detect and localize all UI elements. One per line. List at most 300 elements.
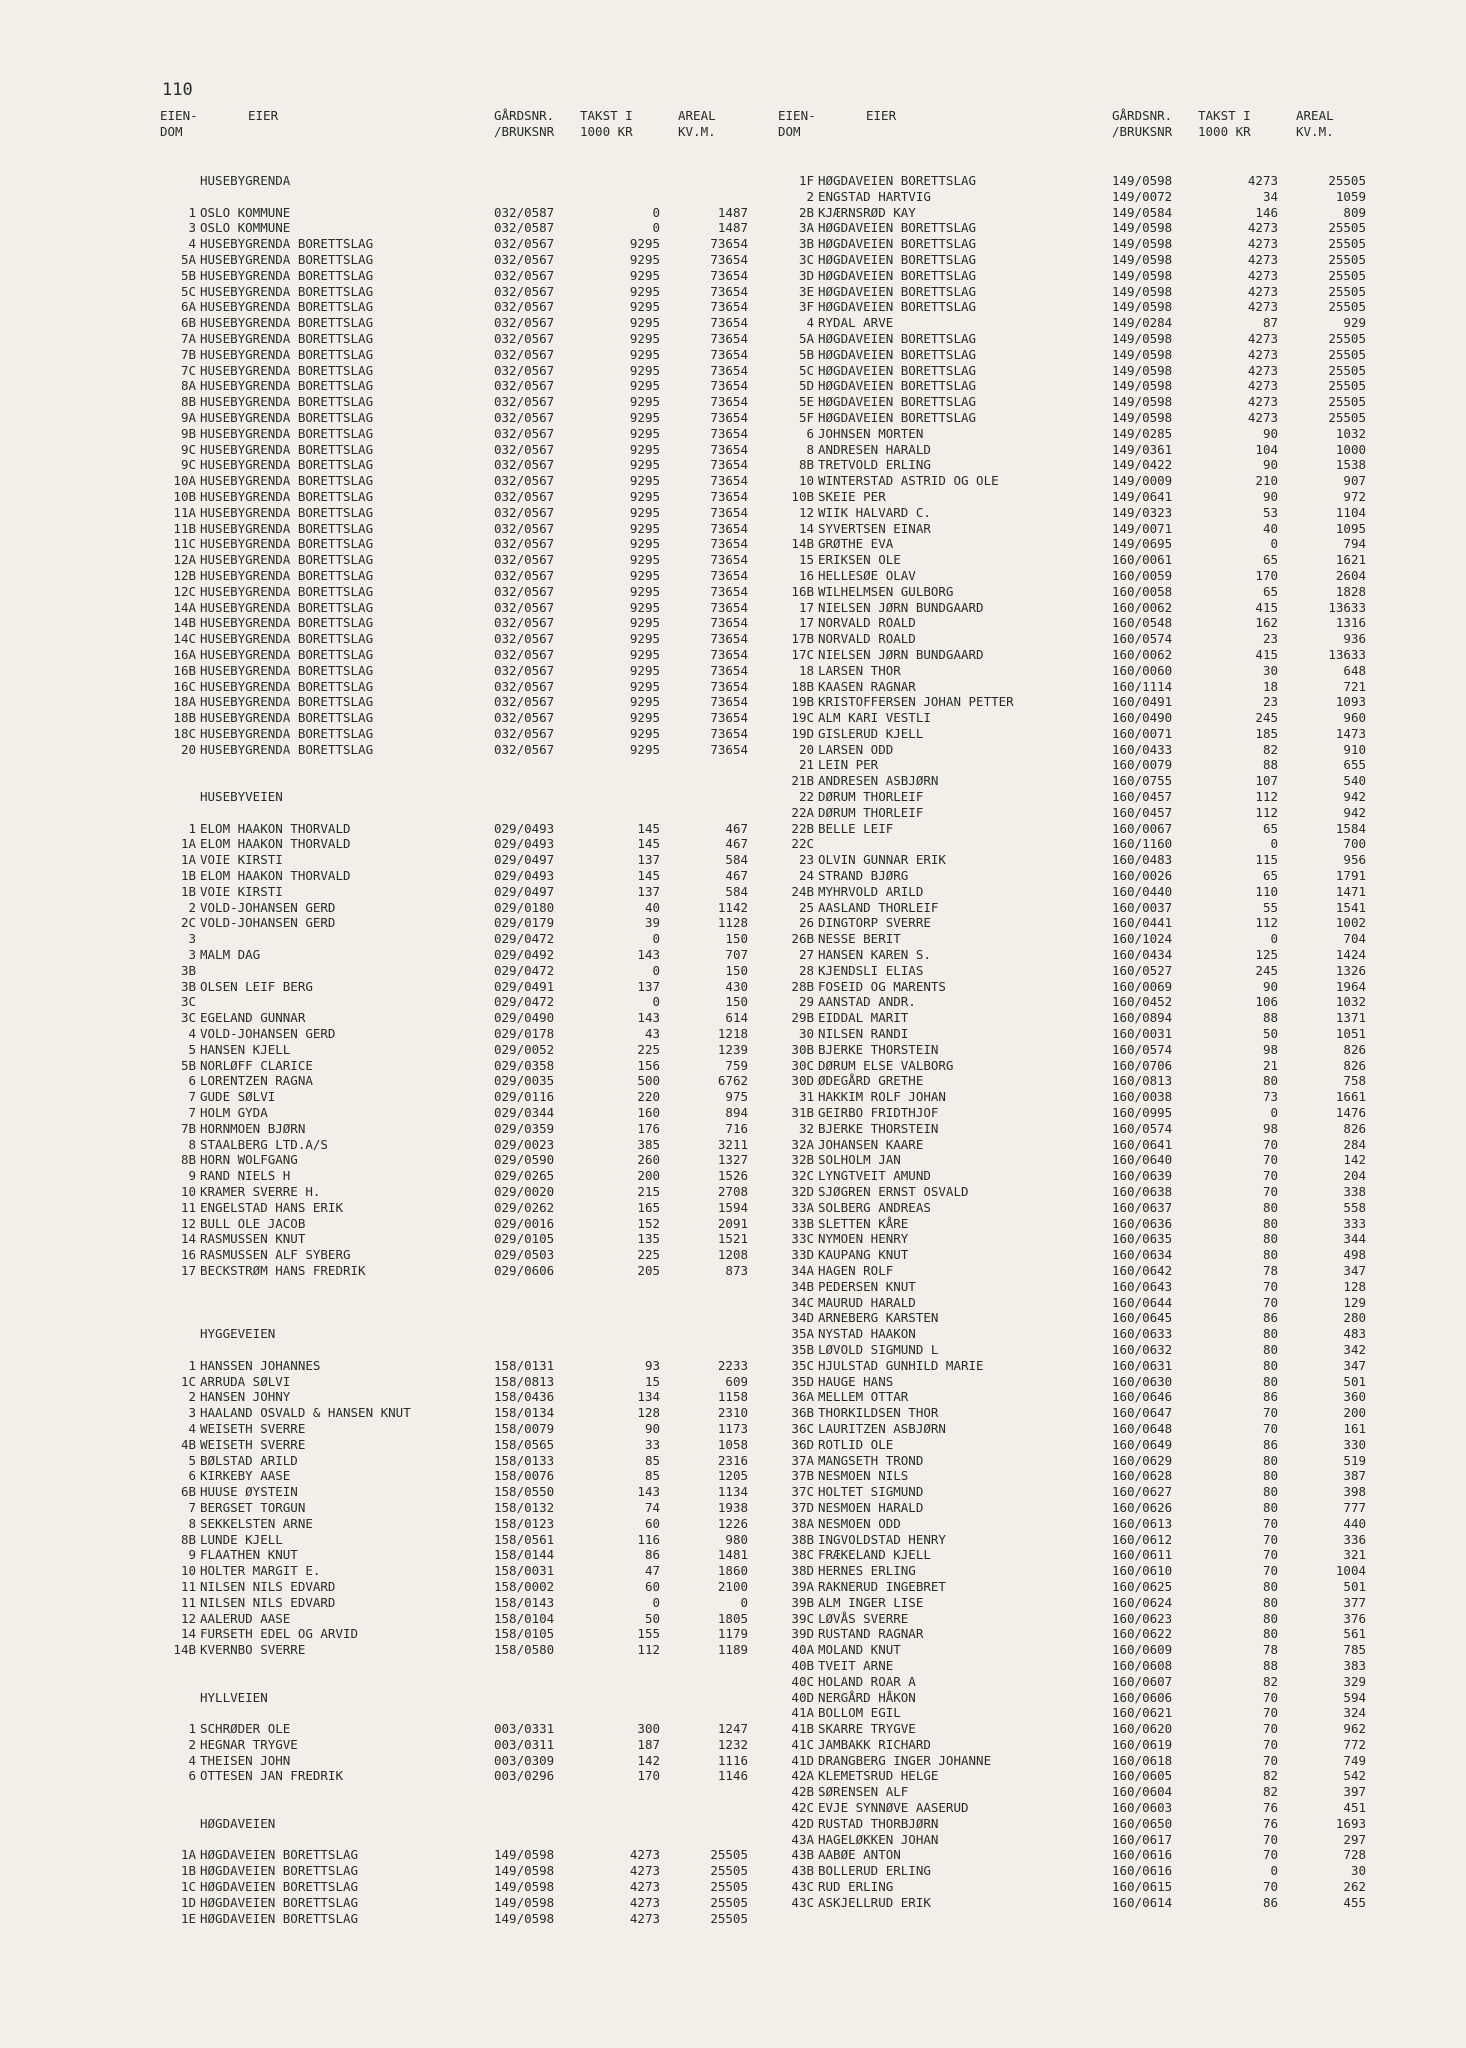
property-number: 3D (798, 267, 814, 283)
property-number: 8B (798, 457, 814, 473)
takst-value: 0 (652, 204, 660, 220)
takst-value: 80 (1262, 1452, 1278, 1468)
gards-bruks-nr: 032/0567 (494, 409, 555, 425)
areal-value: 333 (1343, 1215, 1366, 1231)
gards-bruks-nr: 149/0598 (1112, 220, 1173, 236)
gards-bruks-nr: 032/0587 (494, 204, 555, 220)
right-column (778, 108, 1378, 1911)
property-row (160, 694, 760, 710)
property-number: 5 (188, 1041, 196, 1057)
property-row (778, 1105, 1378, 1121)
property-row (160, 931, 760, 947)
owner-name: HØGDAVEIEN BORETTSLAG (818, 330, 977, 346)
takst-value: 80 (1262, 1326, 1278, 1342)
property-row (778, 1658, 1378, 1674)
takst-value: 70 (1262, 1705, 1278, 1721)
areal-value: 467 (725, 836, 748, 852)
areal-value: 25505 (710, 1894, 748, 1910)
gards-bruks-nr: 029/0035 (494, 1073, 555, 1089)
takst-value: 4273 (629, 1910, 660, 1926)
gards-bruks-nr: 158/0561 (494, 1531, 555, 1547)
property-number: 34A (791, 1262, 814, 1278)
property-number: 1F (798, 173, 814, 188)
gards-bruks-nr: 160/0649 (1112, 1436, 1173, 1452)
property-row (778, 1042, 1378, 1058)
gards-bruks-nr: 032/0567 (494, 552, 555, 568)
property-row (778, 489, 1378, 505)
property-number: 4 (806, 315, 814, 331)
owner-name: HUSEBYGRENDA BORETTSLAG (200, 362, 374, 378)
gards-bruks-nr: 158/0002 (494, 1578, 555, 1594)
property-number: 6 (188, 1468, 196, 1484)
property-row (778, 1437, 1378, 1453)
takst-value: 4273 (1247, 394, 1278, 410)
areal-value: 1693 (1335, 1815, 1366, 1831)
property-row (778, 994, 1378, 1010)
owner-name: HANSEN KAREN S. (818, 947, 931, 963)
owner-name: AANSTAD ANDR. (818, 994, 916, 1010)
owner-name: SJØGREN ERNST OSVALD (818, 1184, 969, 1199)
areal-value: 397 (1343, 1784, 1366, 1800)
owner-name: RAKNERUD INGEBRET (818, 1578, 946, 1594)
areal-value: 498 (1343, 1247, 1366, 1263)
property-row (160, 426, 760, 442)
header-eier: EIER (866, 108, 897, 123)
takst-value: 90 (1262, 425, 1278, 441)
takst-value: 9295 (629, 694, 660, 710)
takst-value: 40 (1262, 520, 1278, 536)
takst-value: 86 (1262, 1894, 1278, 1910)
property-number: 36B (791, 1405, 814, 1421)
areal-value: 1059 (1335, 188, 1366, 204)
owner-name: HUSEBYGRENDA BORETTSLAG (200, 662, 374, 678)
gards-bruks-nr: 029/0490 (494, 1010, 555, 1026)
property-row (778, 521, 1378, 537)
gards-bruks-nr: 149/0598 (494, 1863, 555, 1879)
section-title: HYLLVEIEN (200, 1689, 268, 1705)
property-row (778, 1847, 1378, 1863)
property-row (160, 836, 760, 852)
blank-row (160, 805, 760, 821)
owner-name: MYHRVOLD ARILD (818, 883, 924, 899)
property-row (778, 189, 1378, 205)
areal-value: 2310 (717, 1405, 748, 1421)
owner-name: HORNMOEN BJØRN (200, 1120, 306, 1136)
property-number: 5F (798, 409, 814, 425)
owner-name: HAALAND OSVALD & HANSEN KNUT (200, 1405, 411, 1421)
takst-value: 0 (652, 931, 660, 947)
areal-value: 1208 (717, 1247, 748, 1263)
areal-value: 2100 (717, 1578, 748, 1594)
owner-name: NESMOEN HARALD (818, 1499, 924, 1515)
owner-name: ARNEBERG KARSTEN (818, 1310, 939, 1326)
property-row (160, 647, 760, 663)
property-row (778, 1326, 1378, 1342)
property-row (778, 821, 1378, 837)
areal-value: 150 (725, 931, 748, 947)
header-areal: AREAL KV.M. (1296, 108, 1334, 139)
owner-name: SØRENSEN ALF (818, 1784, 909, 1800)
takst-value: 0 (1270, 931, 1278, 947)
areal-value: 980 (725, 1531, 748, 1547)
property-row (160, 900, 760, 916)
property-row (160, 1374, 760, 1390)
section-heading (160, 173, 760, 189)
gards-bruks-nr: 003/0309 (494, 1752, 555, 1768)
areal-value: 1179 (717, 1626, 748, 1642)
areal-value: 1621 (1335, 552, 1366, 568)
areal-value: 347 (1343, 1262, 1366, 1278)
areal-value: 150 (725, 994, 748, 1010)
property-row (160, 347, 760, 363)
takst-value: 9295 (629, 488, 660, 504)
areal-value: 73654 (710, 552, 748, 568)
gards-bruks-nr: 149/0598 (1112, 409, 1173, 425)
property-number: 15 (798, 552, 814, 568)
property-row (778, 773, 1378, 789)
property-row (160, 363, 760, 379)
property-row (160, 1152, 760, 1168)
property-row (160, 1768, 760, 1784)
property-number: 28B (791, 978, 814, 994)
property-row (160, 1895, 760, 1911)
areal-value: 1189 (717, 1642, 748, 1658)
gards-bruks-nr: 149/0598 (1112, 330, 1173, 346)
property-number: 41D (791, 1752, 814, 1768)
property-row (160, 726, 760, 742)
property-number: 22B (791, 820, 814, 836)
owner-name: RUSTAND RAGNAR (818, 1626, 924, 1642)
gards-bruks-nr: 160/0433 (1112, 741, 1173, 757)
owner-name: SCHRØDER OLE (200, 1721, 291, 1737)
takst-value: 80 (1262, 1215, 1278, 1231)
owner-name: FOSEID OG MARENTS (818, 978, 946, 994)
owner-name: MOLAND KNUT (818, 1642, 901, 1658)
takst-value: 80 (1262, 1373, 1278, 1389)
owner-name: VOIE KIRSTI (200, 852, 283, 868)
areal-value: 942 (1343, 789, 1366, 805)
property-row (160, 568, 760, 584)
property-row (778, 1152, 1378, 1168)
owner-name: HØGDAVEIEN BORETTSLAG (818, 283, 977, 299)
owner-name: SOLHOLM JAN (818, 1152, 901, 1168)
takst-value: 152 (637, 1215, 660, 1231)
areal-value: 542 (1343, 1768, 1366, 1784)
areal-value: 25505 (710, 1910, 748, 1926)
gards-bruks-nr: 149/0598 (1112, 236, 1173, 252)
property-number: 20 (180, 741, 196, 757)
owner-name: ARRUDA SØLVI (200, 1373, 291, 1389)
areal-value: 342 (1343, 1341, 1366, 1357)
takst-value: 9295 (629, 267, 660, 283)
areal-value: 1226 (717, 1515, 748, 1531)
gards-bruks-nr: 032/0567 (494, 236, 555, 252)
takst-value: 165 (637, 1199, 660, 1215)
takst-value: 135 (637, 1231, 660, 1247)
property-row (778, 1816, 1378, 1832)
owner-name: HUSEBYGRENDA BORETTSLAG (200, 615, 374, 631)
property-number: 10B (173, 488, 196, 504)
property-row (778, 868, 1378, 884)
property-number: 31 (798, 1089, 814, 1105)
gards-bruks-nr: 160/0605 (1112, 1768, 1173, 1784)
property-row (778, 1216, 1378, 1232)
gards-bruks-nr: 032/0567 (494, 631, 555, 647)
property-row (160, 1468, 760, 1484)
gards-bruks-nr: 160/0625 (1112, 1578, 1173, 1594)
blank-row (160, 1342, 760, 1358)
owner-name: NESMOEN NILS (818, 1468, 909, 1484)
property-number: 3C (180, 1010, 196, 1026)
gards-bruks-nr: 160/0640 (1112, 1152, 1173, 1168)
gards-bruks-nr: 158/0079 (494, 1420, 555, 1436)
areal-value: 73654 (710, 441, 748, 457)
areal-value: 30 (1350, 1863, 1366, 1879)
header-areal: AREAL KV.M. (678, 108, 716, 139)
property-row (778, 410, 1378, 426)
areal-value: 73654 (710, 678, 748, 694)
gards-bruks-nr: 149/0598 (1112, 173, 1173, 188)
property-number: 26B (791, 931, 814, 947)
property-number: 1A (180, 852, 196, 868)
areal-value: 907 (1343, 473, 1366, 489)
takst-value: 112 (1255, 789, 1278, 805)
property-row (160, 473, 760, 489)
areal-value: 336 (1343, 1531, 1366, 1547)
property-row (778, 647, 1378, 663)
areal-value: 73654 (710, 488, 748, 504)
gards-bruks-nr: 160/0995 (1112, 1105, 1173, 1121)
header-eiendom: EIEN- DOM (778, 108, 816, 139)
takst-value: 40 (644, 899, 660, 915)
areal-value: 1327 (717, 1152, 748, 1168)
property-number: 1C (180, 1373, 196, 1389)
property-row (160, 1105, 760, 1121)
owner-name: KJÆRNSRØD KAY (818, 204, 916, 220)
takst-value: 70 (1262, 1831, 1278, 1847)
owner-name: HOLM GYDA (200, 1105, 268, 1121)
gards-bruks-nr: 032/0567 (494, 725, 555, 741)
header-gardsnr: GÅRDSNR. /BRUKSNR (494, 108, 555, 139)
gards-bruks-nr: 149/0361 (1112, 441, 1173, 457)
gards-bruks-nr: 160/0061 (1112, 552, 1173, 568)
areal-value: 1142 (717, 899, 748, 915)
property-number: 33C (791, 1231, 814, 1247)
property-row (778, 742, 1378, 758)
gards-bruks-nr: 029/0178 (494, 1026, 555, 1042)
takst-value: 70 (1262, 1547, 1278, 1563)
takst-value: 9295 (629, 236, 660, 252)
owner-name: HUSEBYGRENDA BORETTSLAG (200, 567, 374, 583)
owner-name: LØVOLD SIGMUND L (818, 1341, 939, 1357)
property-row (778, 1626, 1378, 1642)
property-row (778, 1374, 1378, 1390)
takst-value: 156 (637, 1057, 660, 1073)
property-number: 5A (798, 330, 814, 346)
takst-value: 90 (1262, 488, 1278, 504)
property-row (778, 1168, 1378, 1184)
owner-name: JOHNSEN MORTEN (818, 425, 924, 441)
property-number: 21 (798, 757, 814, 773)
property-row (160, 442, 760, 458)
takst-value: 80 (1262, 1610, 1278, 1626)
owner-name: EVJE SYNNØVE AASERUD (818, 1800, 969, 1816)
property-row (160, 710, 760, 726)
areal-value: 150 (725, 962, 748, 978)
owner-name: HUSEBYGRENDA BORETTSLAG (200, 583, 374, 599)
takst-value: 18 (1262, 678, 1278, 694)
property-number: 40B (791, 1657, 814, 1673)
property-row (160, 947, 760, 963)
takst-value: 80 (1262, 1247, 1278, 1263)
property-number: 11 (180, 1578, 196, 1594)
gards-bruks-nr: 160/0623 (1112, 1610, 1173, 1626)
property-number: 7A (180, 330, 196, 346)
areal-value: 1116 (717, 1752, 748, 1768)
takst-value: 82 (1262, 741, 1278, 757)
property-number: 16B (173, 662, 196, 678)
property-row (778, 457, 1378, 473)
property-number: 6 (188, 1768, 196, 1784)
section-title: HØGDAVEIEN (200, 1815, 276, 1831)
areal-value: 73654 (710, 315, 748, 331)
property-row (778, 473, 1378, 489)
areal-value: 73654 (710, 520, 748, 536)
gards-bruks-nr: 032/0567 (494, 710, 555, 726)
takst-value: 85 (644, 1468, 660, 1484)
takst-value: 70 (1262, 1531, 1278, 1547)
owner-name: GUDE SØLVI (200, 1089, 276, 1105)
gards-bruks-nr: 032/0567 (494, 251, 555, 267)
areal-value: 377 (1343, 1594, 1366, 1610)
areal-value: 1371 (1335, 1010, 1366, 1026)
areal-value: 73654 (710, 741, 748, 757)
gards-bruks-nr: 029/0493 (494, 836, 555, 852)
property-row (160, 457, 760, 473)
gards-bruks-nr: 149/0584 (1112, 204, 1173, 220)
gards-bruks-nr: 158/0580 (494, 1642, 555, 1658)
property-number: 39D (791, 1626, 814, 1642)
property-number: 32 (798, 1120, 814, 1136)
property-number: 10 (180, 1563, 196, 1579)
gards-bruks-nr: 149/0598 (1112, 362, 1173, 378)
section-heading (160, 1690, 760, 1706)
property-number: 3E (798, 283, 814, 299)
owner-name: BOLLERUD ERLING (818, 1863, 931, 1879)
areal-value: 873 (725, 1262, 748, 1278)
blank-row (160, 1832, 760, 1848)
areal-value: 25505 (710, 1863, 748, 1879)
areal-value: 73654 (710, 425, 748, 441)
areal-value: 759 (725, 1057, 748, 1073)
owner-name: ROTLID OLE (818, 1436, 894, 1452)
property-row (778, 963, 1378, 979)
takst-value: 98 (1262, 1120, 1278, 1136)
gards-bruks-nr: 160/0527 (1112, 962, 1173, 978)
areal-value: 1093 (1335, 694, 1366, 710)
owner-name: ALM INGER LISE (818, 1594, 924, 1610)
takst-value: 9295 (629, 346, 660, 362)
property-number: 3 (188, 947, 196, 963)
owner-name: HØGDAVEIEN BORETTSLAG (818, 378, 977, 394)
owner-name: HUSEBYGRENDA BORETTSLAG (200, 299, 374, 315)
property-row (160, 821, 760, 837)
property-number: 5C (180, 283, 196, 299)
owner-name: HØGDAVEIEN BORETTSLAG (200, 1894, 359, 1910)
takst-value: 9295 (629, 583, 660, 599)
areal-value: 1002 (1335, 915, 1366, 931)
gards-bruks-nr: 003/0311 (494, 1736, 555, 1752)
property-row (160, 1863, 760, 1879)
owner-name: ERIKSEN OLE (818, 552, 901, 568)
property-number: 16C (173, 678, 196, 694)
owner-name: NILSEN NILS EDVARD (200, 1578, 336, 1594)
owner-name: ANDRESEN ASBJØRN (818, 773, 939, 789)
header-takst: TAKST I 1000 KR (580, 108, 633, 139)
property-number: 33B (791, 1215, 814, 1231)
areal-value: 942 (1343, 804, 1366, 820)
takst-value: 143 (637, 1484, 660, 1500)
property-row (160, 1389, 760, 1405)
property-row (778, 726, 1378, 742)
property-number: 43B (791, 1847, 814, 1863)
property-number: 5 (188, 1452, 196, 1468)
takst-value: 4273 (1247, 409, 1278, 425)
property-row (160, 378, 760, 394)
gards-bruks-nr: 029/0472 (494, 931, 555, 947)
gards-bruks-nr: 158/0104 (494, 1610, 555, 1626)
property-row (778, 631, 1378, 647)
gards-bruks-nr: 158/0813 (494, 1373, 555, 1389)
takst-value: 137 (637, 883, 660, 899)
areal-value: 1487 (717, 220, 748, 236)
owner-name: HORN WOLFGANG (200, 1152, 298, 1168)
owner-name: HØGDAVEIEN BORETTSLAG (818, 394, 977, 410)
property-number: 34B (791, 1278, 814, 1294)
takst-value: 185 (1255, 725, 1278, 741)
areal-value: 262 (1343, 1879, 1366, 1895)
property-number: 21B (791, 773, 814, 789)
property-row (160, 1216, 760, 1232)
gards-bruks-nr: 032/0567 (494, 504, 555, 520)
takst-value: 4273 (1247, 299, 1278, 315)
areal-value: 1004 (1335, 1563, 1366, 1579)
areal-value: 956 (1343, 852, 1366, 868)
takst-value: 9295 (629, 283, 660, 299)
property-number: 38A (791, 1515, 814, 1531)
takst-value: 225 (637, 1247, 660, 1263)
property-number: 18C (173, 725, 196, 741)
owner-name: BØLSTAD ARILD (200, 1452, 298, 1468)
owner-name: ELOM HAAKON THORVALD (200, 836, 351, 852)
gards-bruks-nr: 149/0323 (1112, 504, 1173, 520)
areal-value: 455 (1343, 1894, 1366, 1910)
takst-value: 4273 (1247, 362, 1278, 378)
owner-name: HUSEBYGRENDA BORETTSLAG (200, 441, 374, 457)
gards-bruks-nr: 160/0813 (1112, 1073, 1173, 1089)
takst-value: 30 (1262, 662, 1278, 678)
property-number: 22A (791, 804, 814, 820)
takst-value: 65 (1262, 820, 1278, 836)
owner-name: SKARRE TRYGVE (818, 1721, 916, 1737)
property-row (160, 1911, 760, 1927)
owner-name: HUSEBYGRENDA BORETTSLAG (200, 346, 374, 362)
takst-value: 143 (637, 1010, 660, 1026)
takst-value: 137 (637, 852, 660, 868)
property-number: 5A (180, 251, 196, 267)
gards-bruks-nr: 160/0612 (1112, 1531, 1173, 1547)
gards-bruks-nr: 032/0567 (494, 441, 555, 457)
